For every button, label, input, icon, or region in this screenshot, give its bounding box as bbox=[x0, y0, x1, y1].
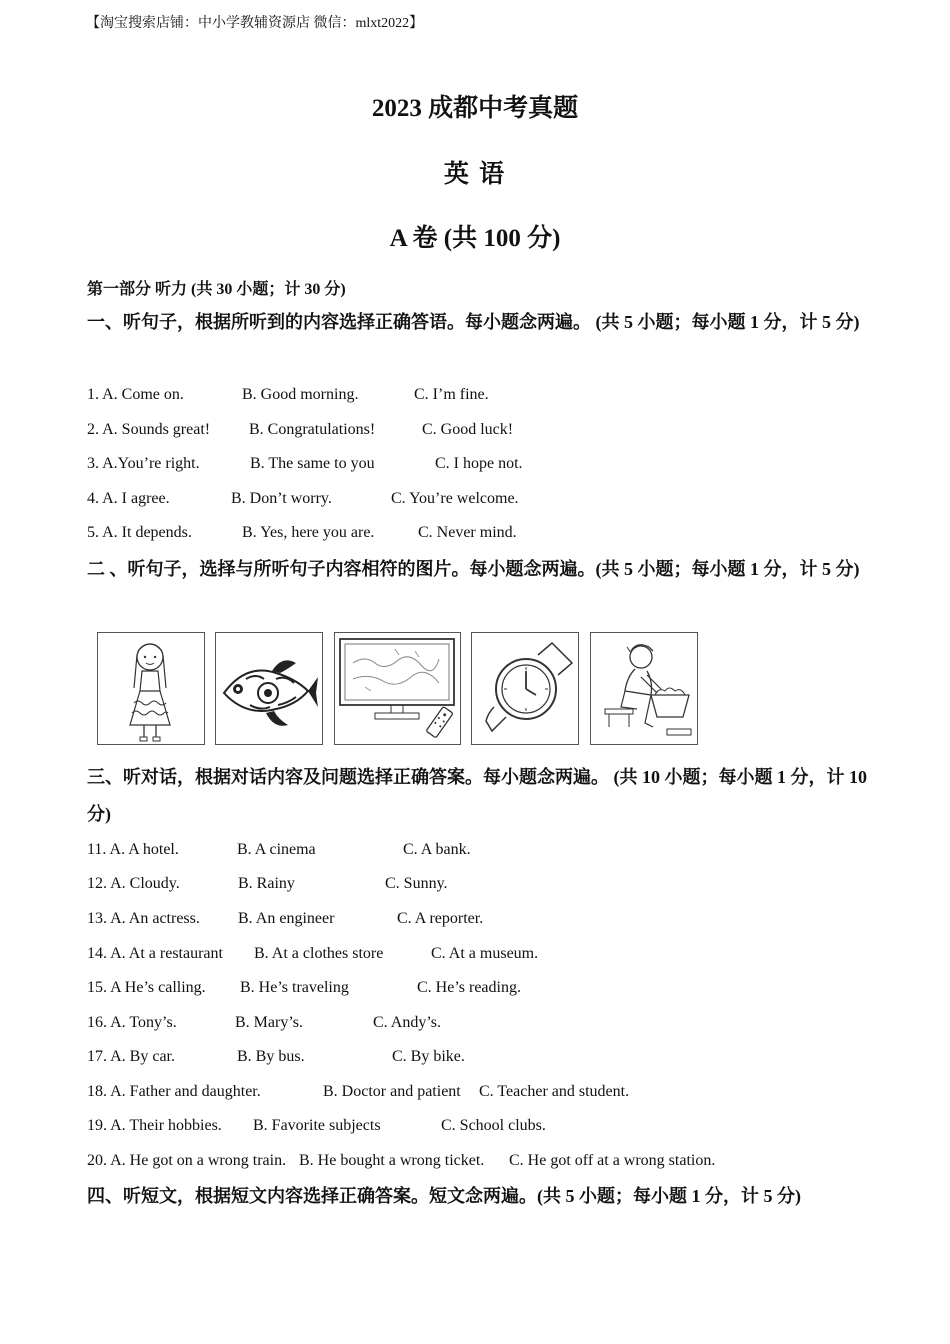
option-b: B. Don’t worry. bbox=[231, 490, 332, 507]
option-c: C. Andy’s. bbox=[373, 1014, 442, 1031]
option-c: C. He’s reading. bbox=[417, 979, 521, 996]
option-b: B. Congratulations! bbox=[249, 421, 376, 438]
option-c: C. At a museum. bbox=[431, 945, 539, 962]
option-b: B. A cinema bbox=[237, 841, 316, 858]
section-4-heading: 四、听短文，根据短文内容选择正确答案。短文念两遍。(共 5 小题；每小题 1 分，计 5 分) bbox=[87, 1186, 801, 1206]
option-b: B. At a clothes store bbox=[254, 945, 384, 962]
option-a: 17. A. By car. bbox=[87, 1048, 175, 1065]
option-b: B. He bought a wrong ticket. bbox=[299, 1152, 485, 1169]
option-a: 15. A He’s calling. bbox=[87, 979, 206, 996]
option-b: B. The same to you bbox=[250, 455, 375, 472]
option-c: C. By bike. bbox=[392, 1048, 465, 1065]
child-washing-clothes-icon bbox=[590, 632, 698, 745]
section-3-heading: 三、听对话，根据对话内容及问题选择正确答案。每小题念两遍。 (共 10 小题；每小题 1 分，计 10 分) bbox=[87, 767, 867, 824]
part-label: 第一部分 听力 (共 30 小题；计 30 分) bbox=[87, 281, 346, 298]
option-c: C. A reporter. bbox=[397, 910, 484, 927]
option-b: B. An engineer bbox=[238, 910, 335, 927]
option-c: C. Good luck! bbox=[422, 421, 514, 438]
option-a: 4. A. I agree. bbox=[87, 490, 170, 507]
option-b: B. By bus. bbox=[237, 1048, 305, 1065]
option-a: 5. A. It depends. bbox=[87, 524, 192, 541]
option-a: 18. A. Father and daughter. bbox=[87, 1083, 261, 1100]
option-a: 13. A. An actress. bbox=[87, 910, 200, 927]
section-1-heading: 一、听句子，根据所听到的内容选择正确答语。每小题念两遍。 (共 5 小题；每小题 1 分，计 5 分) bbox=[87, 312, 860, 332]
option-a: 16. A. Tony’s. bbox=[87, 1014, 177, 1031]
option-a: 12. A. Cloudy. bbox=[87, 875, 180, 892]
option-a: 20. A. He got on a wrong train. bbox=[87, 1152, 287, 1169]
option-b: B. He’s traveling bbox=[240, 979, 349, 996]
option-b: B. Mary’s. bbox=[235, 1014, 303, 1031]
option-c: C. A bank. bbox=[403, 841, 471, 858]
option-b: B. Doctor and patient bbox=[323, 1083, 461, 1100]
paper-title: A 卷 (共 100 分) bbox=[389, 225, 561, 252]
option-a: 1. A. Come on. bbox=[87, 386, 184, 403]
option-c: C. He got off at a wrong station. bbox=[509, 1152, 716, 1169]
option-b: B. Rainy bbox=[238, 875, 295, 892]
section-2-heading: 二 、听句子，选择与所听句子内容相符的图片。每小题念两遍。(共 5 小题；每小题 1 分，计 5 分) bbox=[87, 559, 860, 579]
girl-in-dress-icon bbox=[97, 632, 205, 745]
option-a: 19. A. Their hobbies. bbox=[87, 1117, 222, 1134]
option-c: C. You’re welcome. bbox=[391, 490, 519, 507]
option-c: C. Never mind. bbox=[418, 524, 517, 541]
option-b: B. Favorite subjects bbox=[253, 1117, 381, 1134]
wristwatch-icon bbox=[471, 632, 579, 745]
option-c: C. Sunny. bbox=[385, 875, 448, 892]
exam-title: 2023 成都中考真题 bbox=[371, 95, 579, 122]
paper-cut-fish-icon bbox=[215, 632, 323, 745]
option-c: C. I’m fine. bbox=[414, 386, 489, 403]
tv-with-remote-icon bbox=[334, 632, 461, 745]
header-note: 【淘宝搜索店铺：中小学教辅资源店 微信：mlxt2022】 bbox=[86, 16, 424, 31]
option-a: 3. A.You’re right. bbox=[87, 455, 200, 472]
option-b: B. Good morning. bbox=[242, 386, 359, 403]
option-c: C. School clubs. bbox=[441, 1117, 546, 1134]
option-a: 2. A. Sounds great! bbox=[87, 421, 211, 438]
subject-title: 英 语 bbox=[443, 161, 507, 188]
option-a: 11. A. A hotel. bbox=[87, 841, 179, 858]
option-c: C. I hope not. bbox=[435, 455, 523, 472]
option-b: B. Yes, here you are. bbox=[242, 524, 375, 541]
option-c: C. Teacher and student. bbox=[479, 1083, 630, 1100]
option-a: 14. A. At a restaurant bbox=[87, 945, 223, 962]
